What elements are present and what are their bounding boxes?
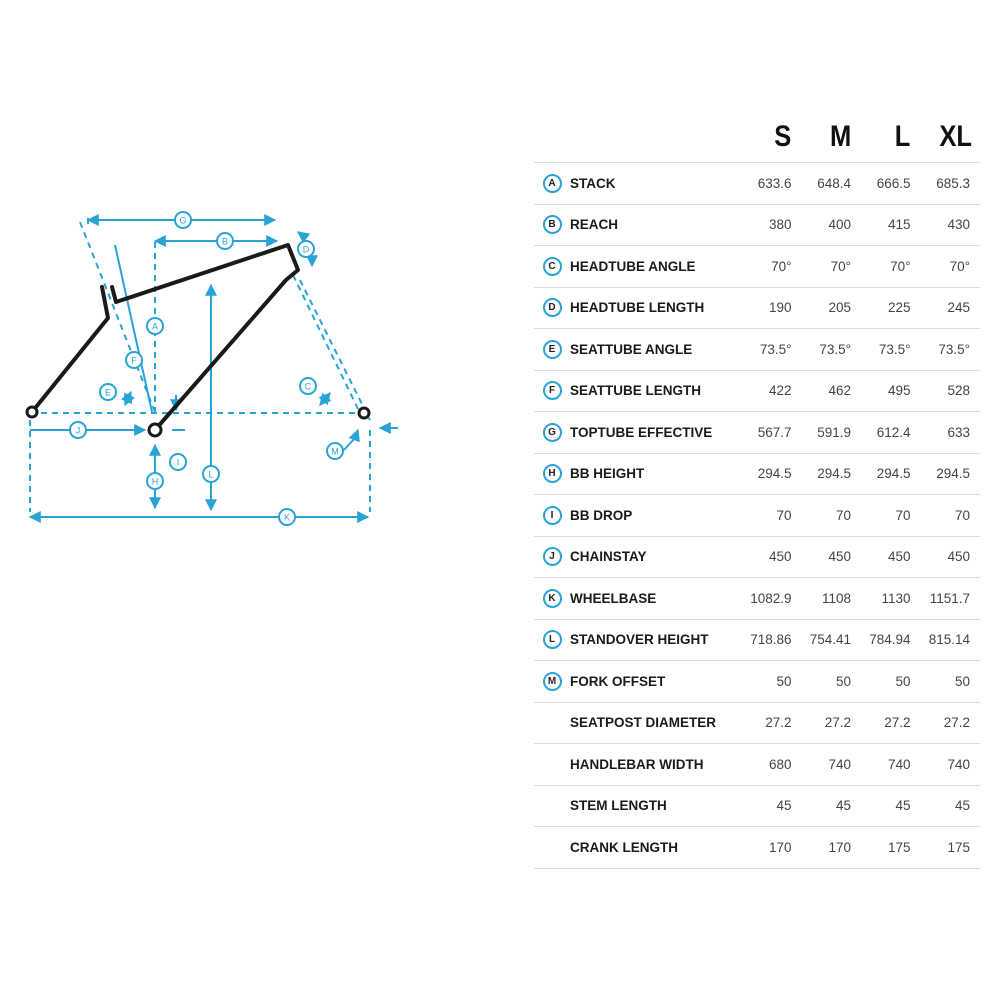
measure-value-xl: 50 bbox=[921, 661, 981, 703]
measure-letter-badge: G bbox=[543, 423, 562, 442]
measure-value-s: 50 bbox=[742, 661, 802, 703]
measure-value-m: 648.4 bbox=[802, 163, 862, 205]
table-row bbox=[534, 619, 980, 661]
measure-name: WHEELBASE bbox=[570, 578, 742, 620]
measure-value-s: 170 bbox=[742, 827, 802, 869]
measure-value-l: 666.5 bbox=[861, 163, 921, 205]
measure-value-m: 73.5° bbox=[802, 329, 862, 371]
measure-letter-badge: L bbox=[543, 630, 562, 649]
table-row bbox=[534, 785, 980, 827]
measure-value-xl: 294.5 bbox=[921, 453, 981, 495]
diagram-badge-label: C bbox=[304, 381, 312, 392]
measure-value-l: 495 bbox=[861, 370, 921, 412]
size-header-s: S bbox=[774, 120, 792, 153]
measure-name: SEATTUBE ANGLE bbox=[570, 329, 742, 371]
measure-value-s: 718.86 bbox=[742, 619, 802, 661]
measure-value-xl: 73.5° bbox=[921, 329, 981, 371]
table-row bbox=[534, 702, 980, 744]
measure-letter-badge: J bbox=[543, 547, 562, 566]
measure-name: TOPTUBE EFFECTIVE bbox=[570, 412, 742, 454]
measure-value-m: 740 bbox=[802, 744, 862, 786]
measure-value-s: 190 bbox=[742, 287, 802, 329]
table-row bbox=[534, 412, 980, 454]
table-row bbox=[534, 495, 980, 537]
table-row bbox=[534, 744, 980, 786]
measure-value-s: 70 bbox=[742, 495, 802, 537]
measure-value-m: 70° bbox=[802, 246, 862, 288]
measure-value-xl: 450 bbox=[921, 536, 981, 578]
bike-frame bbox=[32, 245, 298, 430]
measure-value-s: 45 bbox=[742, 785, 802, 827]
measure-value-l: 740 bbox=[861, 744, 921, 786]
measure-value-xl: 528 bbox=[921, 370, 981, 412]
table-row bbox=[534, 287, 980, 329]
geometry-table bbox=[534, 112, 980, 869]
measure-value-xl: 45 bbox=[921, 785, 981, 827]
table-row bbox=[534, 536, 980, 578]
measure-value-xl: 430 bbox=[921, 204, 981, 246]
table-row bbox=[534, 163, 980, 205]
table-row bbox=[534, 827, 980, 869]
measure-value-m: 462 bbox=[802, 370, 862, 412]
measure-value-xl: 245 bbox=[921, 287, 981, 329]
diagram-badge-label: E bbox=[104, 387, 112, 398]
measure-name: CHAINSTAY bbox=[570, 536, 742, 578]
measure-value-m: 205 bbox=[802, 287, 862, 329]
measure-name: STEM LENGTH bbox=[570, 785, 742, 827]
table-row bbox=[534, 246, 980, 288]
measure-value-m: 591.9 bbox=[802, 412, 862, 454]
measure-letter-badge: H bbox=[543, 464, 562, 483]
table-row bbox=[534, 453, 980, 495]
measure-name: REACH bbox=[570, 204, 742, 246]
table-row bbox=[534, 370, 980, 412]
diagram-badge-label: D bbox=[302, 244, 310, 255]
measure-value-s: 27.2 bbox=[742, 702, 802, 744]
measure-value-l: 294.5 bbox=[861, 453, 921, 495]
diagram-badge-label: F bbox=[131, 355, 137, 366]
measure-value-l: 45 bbox=[861, 785, 921, 827]
table-row bbox=[534, 578, 980, 620]
measure-value-s: 73.5° bbox=[742, 329, 802, 371]
measure-letter-badge: K bbox=[543, 589, 562, 608]
measure-value-l: 225 bbox=[861, 287, 921, 329]
reference-lines bbox=[30, 215, 370, 512]
measure-value-l: 415 bbox=[861, 204, 921, 246]
measure-letter-badge: B bbox=[543, 215, 562, 234]
diagram-badge-label: B bbox=[221, 236, 229, 247]
measure-value-m: 754.41 bbox=[802, 619, 862, 661]
measure-value-m: 400 bbox=[802, 204, 862, 246]
measure-value-s: 450 bbox=[742, 536, 802, 578]
table-row bbox=[534, 661, 980, 703]
measure-value-l: 1130 bbox=[861, 578, 921, 620]
size-header-m: M bbox=[829, 120, 851, 153]
measure-value-xl: 1151.7 bbox=[921, 578, 981, 620]
measure-value-l: 73.5° bbox=[861, 329, 921, 371]
measure-letter-badge: M bbox=[543, 672, 562, 691]
measure-value-s: 633.6 bbox=[742, 163, 802, 205]
measure-value-xl: 70° bbox=[921, 246, 981, 288]
diagram-badge-label: L bbox=[208, 469, 214, 480]
diagram-badge-label: K bbox=[283, 512, 291, 523]
measure-name: BB DROP bbox=[570, 495, 742, 537]
measure-value-m: 45 bbox=[802, 785, 862, 827]
bottom-bracket bbox=[149, 424, 161, 436]
diagram-badge-label: H bbox=[151, 476, 159, 487]
measure-name: SEATPOST DIAMETER bbox=[570, 702, 742, 744]
size-header-xl: XL bbox=[938, 120, 972, 153]
measure-value-l: 784.94 bbox=[861, 619, 921, 661]
measure-value-s: 567.7 bbox=[742, 412, 802, 454]
measure-value-m: 27.2 bbox=[802, 702, 862, 744]
measure-name: STANDOVER HEIGHT bbox=[570, 619, 742, 661]
measure-value-xl: 740 bbox=[921, 744, 981, 786]
measure-value-xl: 685.3 bbox=[921, 163, 981, 205]
measure-value-s: 422 bbox=[742, 370, 802, 412]
measure-value-l: 27.2 bbox=[861, 702, 921, 744]
measure-value-m: 1108 bbox=[802, 578, 862, 620]
geometry-rows bbox=[534, 163, 980, 869]
measure-name: HEADTUBE ANGLE bbox=[570, 246, 742, 288]
front-axle bbox=[359, 408, 369, 418]
size-header-l: L bbox=[894, 120, 911, 153]
measure-value-xl: 175 bbox=[921, 827, 981, 869]
measure-name: SEATTUBE LENGTH bbox=[570, 370, 742, 412]
measure-value-xl: 633 bbox=[921, 412, 981, 454]
measure-value-l: 50 bbox=[861, 661, 921, 703]
rear-axle bbox=[27, 407, 37, 417]
measure-value-l: 612.4 bbox=[861, 412, 921, 454]
measure-value-s: 294.5 bbox=[742, 453, 802, 495]
measure-value-l: 450 bbox=[861, 536, 921, 578]
diagram-badge-label: A bbox=[151, 321, 159, 332]
measure-letter-badge: F bbox=[543, 381, 562, 400]
table-row bbox=[534, 204, 980, 246]
measure-letter-badge: D bbox=[543, 298, 562, 317]
diagram-badge-label: G bbox=[179, 215, 187, 226]
measure-letter-badge: A bbox=[543, 174, 562, 193]
measure-value-l: 70° bbox=[861, 246, 921, 288]
table-row bbox=[534, 329, 980, 371]
measure-value-m: 294.5 bbox=[802, 453, 862, 495]
measure-value-m: 50 bbox=[802, 661, 862, 703]
measure-value-xl: 815.14 bbox=[921, 619, 981, 661]
measure-value-m: 450 bbox=[802, 536, 862, 578]
measure-value-l: 70 bbox=[861, 495, 921, 537]
measure-name: HEADTUBE LENGTH bbox=[570, 287, 742, 329]
measure-value-s: 680 bbox=[742, 744, 802, 786]
measure-name: BB HEIGHT bbox=[570, 453, 742, 495]
measure-value-l: 175 bbox=[861, 827, 921, 869]
measure-name: FORK OFFSET bbox=[570, 661, 742, 703]
measure-value-xl: 70 bbox=[921, 495, 981, 537]
size-header-row bbox=[534, 112, 980, 163]
diagram-badge-label: I bbox=[176, 457, 180, 468]
diagram-badge-label: M bbox=[331, 446, 339, 457]
measure-letter-badge: I bbox=[543, 506, 562, 525]
measure-letter-badge: C bbox=[543, 257, 562, 276]
measure-name: HANDLEBAR WIDTH bbox=[570, 744, 742, 786]
measure-letter-badge: E bbox=[543, 340, 562, 359]
measure-value-s: 380 bbox=[742, 204, 802, 246]
measure-value-s: 70° bbox=[742, 246, 802, 288]
measure-value-m: 170 bbox=[802, 827, 862, 869]
measure-name: STACK bbox=[570, 163, 742, 205]
measure-name: CRANK LENGTH bbox=[570, 827, 742, 869]
measure-value-s: 1082.9 bbox=[742, 578, 802, 620]
measure-value-m: 70 bbox=[802, 495, 862, 537]
measure-value-xl: 27.2 bbox=[921, 702, 981, 744]
diagram-badge-label: J bbox=[75, 425, 81, 436]
